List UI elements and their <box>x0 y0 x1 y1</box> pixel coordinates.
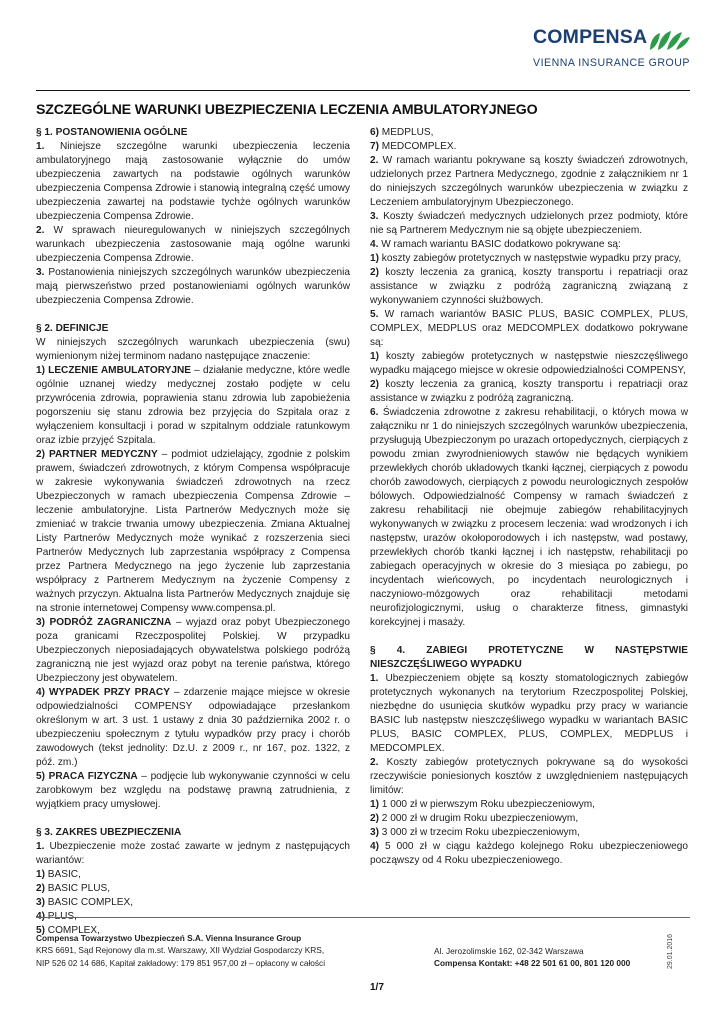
header-rule <box>36 90 690 91</box>
definition-item: 2) PARTNER MEDYCZNY – podmiot udzielający, zgodnie z polskim prawem, świadczeń zdrowotnych, z którym Compensa współpracuje w zakresie wykonywania świadczeń zdrowotnych na rzecz Ubezpieczonych w ramach ubezpieczenia Compensa Zdrowie – leczenie ambulatoryjne. Lista Partnerów Medycznych może się zmieniać w trakcie trwania umowy ubezpieczenia. Zmiana Aktualnej Listy Partnerów Medycznych może wynikać z rozszerzenia sieci Partnerów Medycznych lub zaprzestania współpracy z Compensa przez Partnera Medycznego na jego życzenie lub zaprzestania współpracy z Partnerem Medycznym na życzenie Compensy z ważnych przyczyn. Aktualna lista Partnerów Medycznych znajduje się na stronie internetowej Compensy www.compensa.pl. <box>36 449 350 614</box>
left-column <box>36 126 350 938</box>
section-4-paragraph: 1. Ubezpieczeniem objęte są koszty stomatologicznych zabiegów protetycznych wykonanych na terytorium Rzeczpospolitej Polskiej, niezbędne do usunięcia skutków wypadku przy pracy w wariancie BASIC lub następstw nieszczęśliwego wypadku w wariantach BASIC PLUS, BASIC COMPLEX, PLUS, COMPLEX, MEDPLUS i MEDCOMPLEX. <box>370 673 688 754</box>
compensa-logo <box>533 26 693 78</box>
section-1-paragraph: 2. W sprawach nieuregulowanych w niniejszych szczególnych warunkach ubezpieczenia zastosowanie mają ogólne warunki ubezpieczenia Compensa Zdrowie. <box>36 225 350 264</box>
section-1-paragraph: 1. Niniejsze szczególne warunki ubezpieczenia leczenia ambulatoryjnego mają zastosowanie wyłącznie do umów ubezpieczenia zawartych na podstawie ogólnych warunków ubezpieczenia Compensa Zdrowie i stanowią integralną część umowy ubezpieczenia zawartej na podstawie tychże ogólnych warunków ubezpieczenia Compensa Zdrowie. <box>36 141 350 222</box>
section-2-heading: § 2. DEFINICJE <box>36 323 109 334</box>
variant-item: 7) MEDCOMPLEX. <box>370 141 457 152</box>
section-3-paragraph: 5. W ramach wariantów BASIC PLUS, BASIC COMPLEX, PLUS, COMPLEX, MEDPLUS oraz MEDCOMPLEX dodatkowo pokrywane są: <box>370 309 688 348</box>
footer-krs: KRS 6691, Sąd Rejonowy dla m.st. Warszawy, XII Wydział Gospodarczy KRS, <box>36 945 325 956</box>
logo-subtitle: VIENNA INSURANCE GROUP <box>533 57 690 69</box>
section-4-heading: § 4. ZABIEGI PROTETYCZNE W NASTĘPSTWIE NIESZCZĘŚLIWEGO WYPADKU <box>370 645 688 670</box>
section-1-paragraph: 3. Postanowienia niniejszych szczególnych warunków ubezpieczenia mają pierwszeństwo przed postanowieniami ogólnych warunków ubezpieczenia Compensa Zdrowie. <box>36 267 350 306</box>
definition-item: 1) LECZENIE AMBULATORYJNE – działanie medyczne, które wedle ogólnie uznanej wiedzy medycznej zostało podjęte w celu przywrócenia zdrowia, poprawienia stanu zdrowia lub zapobieżenia pogorszeniu się stanu zdrowia bez przyjęcia do Szpitala oraz z wyłączeniem konsultacji i porad w szpitalnym oddziale ratunkowym oraz izbie przyjęć Szpitala. <box>36 365 350 446</box>
variant-item: 3) BASIC COMPLEX, <box>36 897 134 908</box>
footer-date: 29.01.2016 <box>667 933 674 969</box>
logo-wordmark: COMPENSA <box>533 26 648 48</box>
footer-company-name: Compensa Towarzystwo Ubezpieczeń S.A. Vienna Insurance Group <box>36 933 302 943</box>
right-column <box>370 126 688 868</box>
footer-rule <box>36 917 690 918</box>
variant-item: 1) BASIC, <box>36 869 81 880</box>
section-4-paragraph: 2. Koszty zabiegów protetycznych pokrywane są do wysokości rzeczywiście poniesionych kosztów z uwzględnieniem następujących limitów: <box>370 757 688 796</box>
limit-item: 3) 3 000 zł w trzecim Roku ubezpieczeniowym, <box>370 827 580 838</box>
variant-item: 4) PLUS, <box>36 911 77 922</box>
definitions-intro: W niniejszych szczególnych warunkach ubezpieczenia (swu) wymienionym niżej terminom nadano następujące znaczenie: <box>36 337 350 362</box>
variant-item: 6) MEDPLUS, <box>370 127 434 138</box>
limit-item: 1) 1 000 zł w pierwszym Roku ubezpieczeniowym, <box>370 799 595 810</box>
footer-company-info <box>36 932 325 969</box>
footer-address: Al. Jerozolimskie 162, 02-342 Warszawa <box>434 946 584 956</box>
footer-contact: Compensa Kontakt: +48 22 501 61 00, 801 120 000 <box>434 958 631 969</box>
definition-item: 3) PODRÓŻ ZAGRANICZNA – wyjazd oraz pobyt Ubezpieczonego poza granicami Rzeczpospolitej Polskiej. W przypadku Ubezpieczonych nieposiadających obywatelstwa polskiego podróżą zagraniczną nie jest wyjazd oraz pobyt na terenie państwa, którego Ubezpieczony jest obywatelem. <box>36 617 350 684</box>
definition-item: 4) WYPADEK PRZY PRACY – zdarzenie mające miejsce w okresie odpowiedzialności COMPENSY odpowiadające przesłankom określonym w art. 3 ust. 1 ustawy z dnia 30 października 2002 r. o ubezpieczeniu społecznym z tytułu wypadków przy pracy i chorób zawodowych (tekst jednolity: Dz.U. z 2009 r., nr 167, poz. 1322, z póź. zm.) <box>36 687 350 768</box>
definition-item: 5) PRACA FIZYCZNA – podjęcie lub wykonywanie czynności w celu zarobkowym bez względu na podstawę prawną zatrudnienia, z wyjątkiem pracy umysłowej. <box>36 771 350 810</box>
section-1-heading: § 1. POSTANOWIENIA OGÓLNE <box>36 127 188 138</box>
list-item: 2) koszty leczenia za granicą, koszty transportu i repatriacji oraz assistance w związku z podróżą zagraniczną. <box>370 379 688 404</box>
section-3-paragraph: 6. Świadczenia zdrowotne z zakresu rehabilitacji, o których mowa w załączniku nr 1 do niniejszych szczególnych warunków ubezpieczenia, przysługują Ubezpieczonym po urazach ortopedycznych, cierpiących z powodu zmian zwyrodnieniowych stawów nie będących wynikiem przewlekłych chorób układowych tkanki łącznej, cierpiących z powodu chorób zawodowych, cierpiących z powodu neurologicznych zespołów bólowych. Odpowiedzialność Compensy w ramach świadczeń z zakresu rehabilitacji nie obejmuje zabiegów rehabilitacyjnych wykonywanych w związku z procesem leczenia: wad wrodzonych i ich następstw, urazów okołoporodowych i ich następstw, wad postawy, przewlekłych chorób tkanki łącznej i ich następstw, rehabilitacji po zabiegach operacyjnych w okresie do 3 miesiąca po zabiegu, po incydentach wieńcowych, po incydentach neurologicznych i naczyniowo-mózgowych oraz rehabilitacji metodami neurofizjologicznymi, usług o charakterze fitness, gimnastyki korekcyjnej i masaży. <box>370 407 688 628</box>
section-3-paragraph: 1. Ubezpieczenie może zostać zawarte w jednym z następujących wariantów: <box>36 841 350 866</box>
section-3-paragraph: 2. W ramach wariantu pokrywane są koszty świadczeń zdrowotnych, udzielonych przez Partnera Medycznego, zgodnie z załącznikiem nr 1 do niniejszych szczególnych warunków ubezpieczenia w związku z Leczeniem ambulatoryjnym Ubezpieczonego. <box>370 155 688 208</box>
section-3-paragraph: 4. W ramach wariantu BASIC dodatkowo pokrywane są: <box>370 239 621 250</box>
document-title: SZCZEGÓLNE WARUNKI UBEZPIECZENIA LECZENIA AMBULATORYJNEGO <box>36 102 538 118</box>
section-3-heading: § 3. ZAKRES UBEZPIECZENIA <box>36 827 182 838</box>
page-number: 1/7 <box>370 982 384 993</box>
footer-contact-info <box>434 945 630 970</box>
section-3-paragraph: 3. Koszty świadczeń medycznych udzielonych przez podmioty, które nie są Partnerem Medycznym nie są objęte ubezpieczeniem. <box>370 211 688 236</box>
limit-item: 4) 5 000 zł w ciągu każdego kolejnego Roku ubezpieczeniowego począwszy od 4 Roku ubezpieczeniowego. <box>370 841 688 866</box>
list-item: 1) koszty zabiegów protetycznych w następstwie wypadku przy pracy, <box>370 253 682 264</box>
list-item: 1) koszty zabiegów protetycznych w następstwie nieszczęśliwego wypadku mającego miejsce w okresie odpowiedzialności COMPENSY, <box>370 351 688 376</box>
leaf-emblem-icon <box>648 29 692 51</box>
footer-nip: NIP 526 02 14 686, Kapitał zakładowy: 179 851 957,00 zł – opłacony w całości <box>36 957 326 968</box>
list-item: 2) koszty leczenia za granicą, koszty transportu i repatriacji oraz assistance w związku z podróżą zagraniczną związaną z wykonywaniem czynności służbowych. <box>370 267 688 306</box>
limit-item: 2) 2 000 zł w drugim Roku ubezpieczeniowym, <box>370 813 579 824</box>
variant-item: 2) BASIC PLUS, <box>36 883 111 894</box>
variant-item: 5) COMPLEX, <box>36 925 100 936</box>
